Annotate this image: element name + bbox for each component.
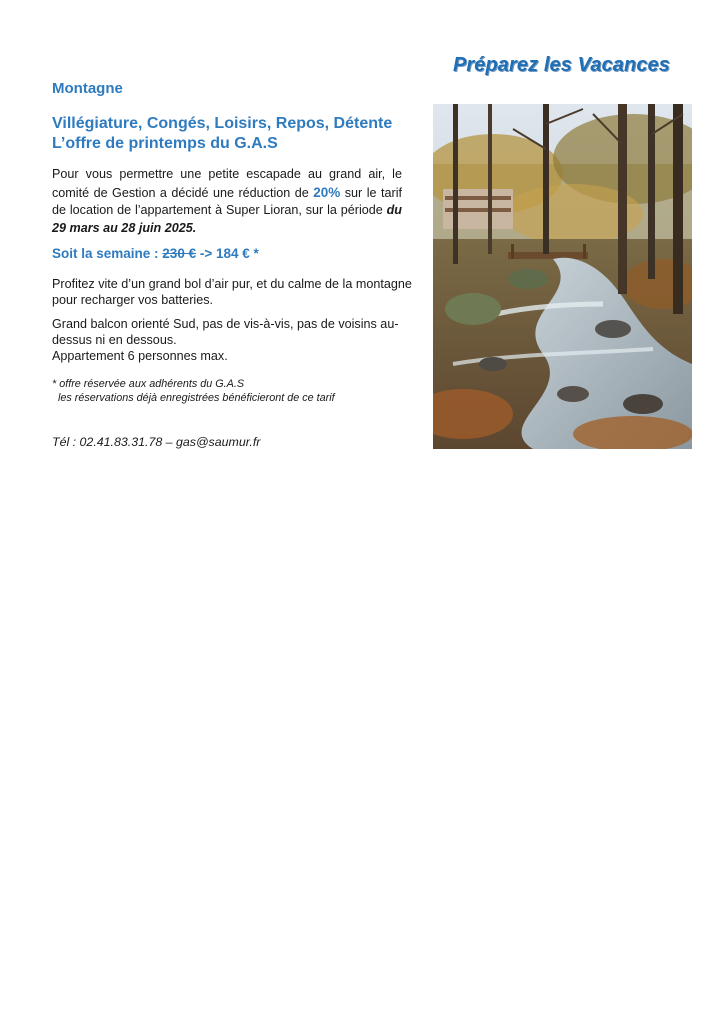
price-label: Soit la semaine : [52, 246, 163, 261]
section-title: Montagne [52, 80, 123, 97]
price-line [52, 246, 259, 261]
balcony-description: Grand balcon orienté Sud, pas de vis-à-vis, pas de voisins au-dessus ni en dessous. [52, 317, 399, 347]
discount-percent: 20% [313, 184, 341, 200]
capacity-text: Appartement 6 personnes max. [52, 349, 228, 363]
intro-text-before: Pour vous permettre une petite escapade au grand air, le comité de Gestion a décidé une réduction de [52, 167, 402, 200]
offer-dates: du 29 mars au 28 juin 2025. [52, 203, 402, 235]
new-price: -> 184 € * [196, 246, 259, 261]
intro-paragraph [52, 166, 402, 237]
footnote [52, 377, 422, 405]
mountain-stream-photo [433, 104, 692, 449]
contact-info: Tél : 02.41.83.31.78 – gas@saumur.fr [52, 435, 261, 449]
page-header-title: Préparez les Vacances [452, 54, 670, 76]
paragraph-balcony [52, 316, 422, 364]
footnote-line-2: les réservations déjà enregistrées bénéficieront de ce tarif [58, 392, 335, 404]
headline-line-2: L’offre de printemps du G.A.S [52, 135, 278, 152]
old-price: 230 € [162, 246, 197, 261]
paragraph-fresh-air: Profitez vite d’un grand bol d’air pur, et du calme de la montagne pour recharger vos batteries. [52, 277, 412, 307]
footnote-line-1: * offre réservée aux adhérents du G.A.S [52, 378, 245, 390]
headline [52, 114, 422, 154]
headline-line-1: Villégiature, Congés, Loisirs, Repos, Détente [52, 115, 393, 132]
intro-text-after: sur le tarif de location de l’appartement à Super Lioran, sur la période [52, 185, 402, 218]
